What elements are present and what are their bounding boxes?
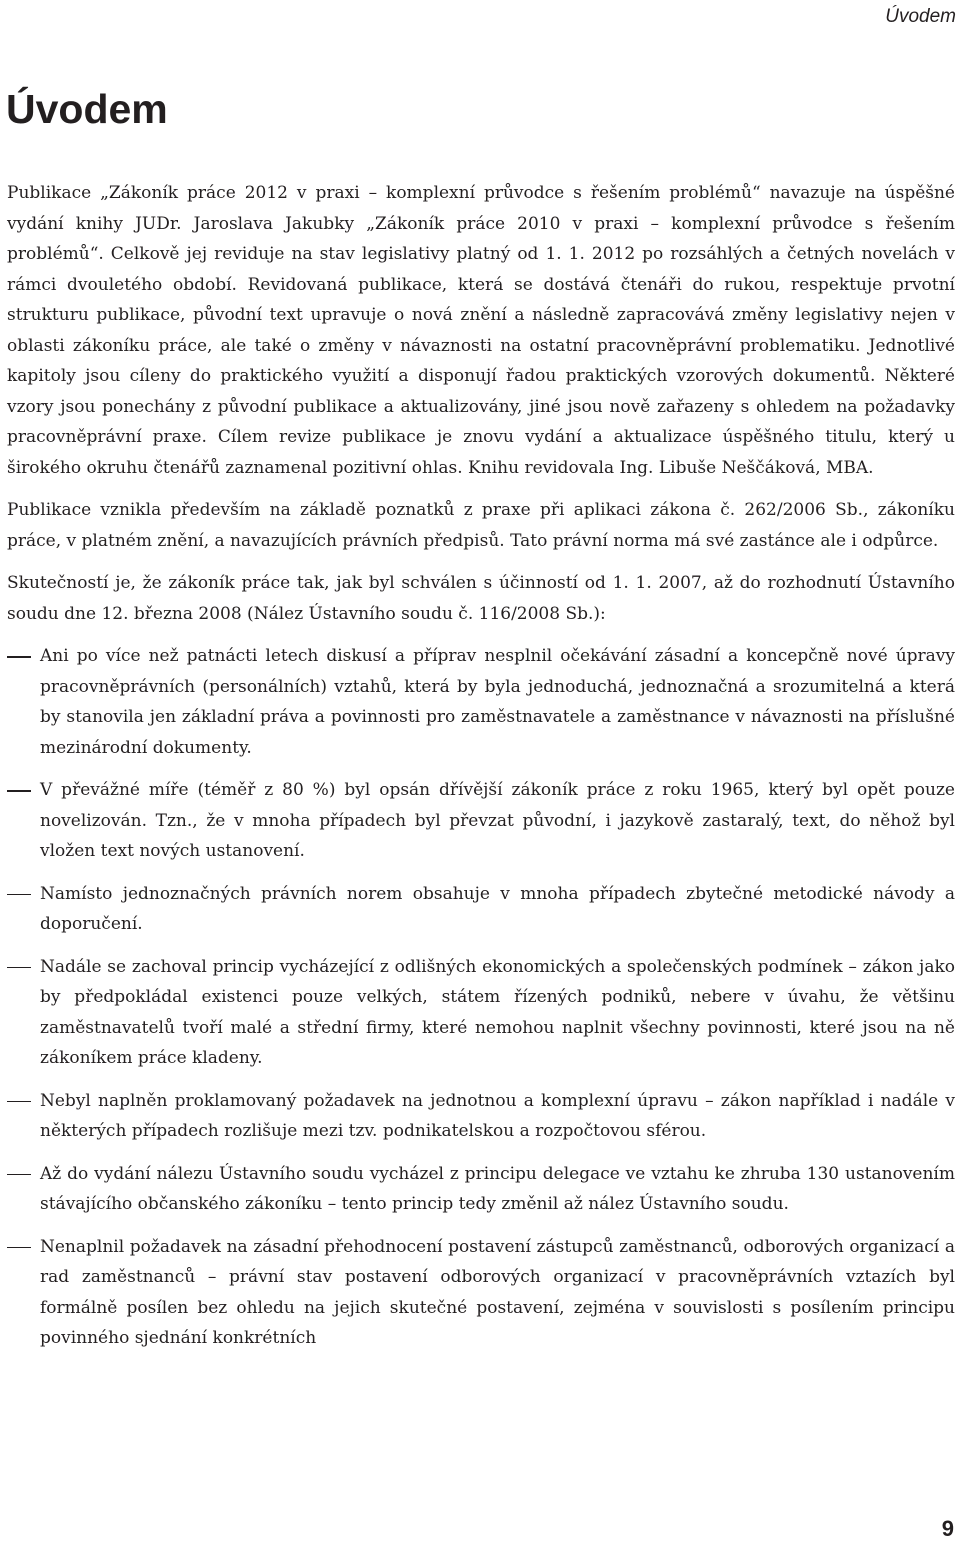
list-item-text: Ani po více než patnácti letech diskusí a příprav nesplnil očekávání zásadní a koncepčně nové úpravy pracovněprávních (personálních) vztahů, která by byla jednoduchá, jednoznačná a srozumitelná a která by stanovila jen základní práva a povinnosti pro zaměstnavatele a zaměstnance v návaznosti na příslušné mezinárodní dokumenty. xyxy=(40,646,955,758)
list-item xyxy=(7,879,955,940)
body-text xyxy=(7,178,955,1366)
list-item-text: V převážné míře (téměř z 80 %) byl opsán dřívější zákoník práce z roku 1965, který byl opět pouze novelizován. Tzn., že v mnoha případech byl převzat původní, i jazykově zastaralý, text, do něhož byl vložen text nových ustanovení. xyxy=(40,780,955,861)
list-item-text: Nenaplnil požadavek na zásadní přehodnocení postavení zástupců zaměstnanců, odborových organizací a rad zaměstnanců – právní stav postavení odborových organizací v pracovněprávních vztazích byl formálně posílen bez ohledu na jejich skutečné postavení, zejména v souvislosti s posílením principu povinného sjednání konkrétních xyxy=(40,1236,955,1348)
list-item xyxy=(7,1232,955,1354)
list-item-text: Namísto jednoznačných právních norem obsahuje v mnoha případech zbytečné metodické návody a doporučení. xyxy=(40,883,955,934)
page-title: Úvodem xyxy=(6,86,168,132)
list-item xyxy=(7,775,955,867)
list-item xyxy=(7,1159,955,1220)
criticism-list xyxy=(7,641,955,1354)
list-item-text: Nebyl naplněn proklamovaný požadavek na jednotnou a komplexní úpravu – zákon například i nadále v některých případech rozlišuje mezi tzv. podnikatelskou a rozpočtovou sférou. xyxy=(40,1090,955,1141)
intro-paragraph: Publikace „Zákoník práce 2012 v praxi – komplexní průvodce s řešením problémů“ navazuje na úspěšné vydání knihy JUDr. Jaroslava Jakubky „Zákoník práce 2010 v praxi – komplexní průvodce s řešením problémů“. Celkově jej reviduje na stav legislativy platný od 1. 1. 2012 po rozsáhlých a četných novelách v rámci dvouletého období. Revidovaná publikace, která se dostává čtenáři do rukou, respektuje prvotní strukturu publikace, původní text upravuje o nová znění a následně zapracovává změny legislativy nejen v oblasti zákoníku práce, ale také o změny v návaznosti na ostatní pracovněprávní problematiku. Jednotlivé kapitoly jsou cíleny do praktického využití a disponují řadou praktických vzorových dokumentů. Některé vzory jsou ponechány z původní publikace a aktualizovány, jiné jsou nově zařazeny s ohledem na požadavky pracovněprávní praxe. Cílem revize publikace je znovu vydání a aktualizace úspěšného titulu, který u širokého okruhu čtenářů zaznamenal pozitivní ohlas. Knihu revidovala Ing. Libuše Neščáková, MBA. xyxy=(7,183,955,478)
list-item xyxy=(7,641,955,763)
page-number: 9 xyxy=(941,1516,954,1541)
list-item xyxy=(7,1086,955,1147)
list-item xyxy=(7,952,955,1074)
list-item-text: Až do vydání nálezu Ústavního soudu vycházel z principu delegace ve vztahu ke zhruba 130 ustanovením stávajícího občanského zákoníku – tento princip tedy změnil až nález Ústavního soudu. xyxy=(40,1163,955,1214)
list-item-text: Nadále se zachoval princip vycházející z odlišných ekonomických a společenských podmínek – zákon jako by předpokládal existenci pouze velkých, státem řízených podniků, nebere v úvahu, že většinu zaměstnavatelů tvoří malé a střední firmy, které nemohou naplnit všechny povinnosti, které jsou na ně zákoníkem práce kladeny. xyxy=(40,956,955,1068)
running-header: Úvodem xyxy=(885,6,956,27)
fact-paragraph: Skutečností je, že zákoník práce tak, jak byl schválen s účinností od 1. 1. 2007, až do rozhodnutí Ústavního soudu dne 12. března 2008 (Nález Ústavního soudu č. 116/2008 Sb.): xyxy=(7,573,955,624)
origin-paragraph: Publikace vznikla především na základě poznatků z praxe při aplikaci zákona č. 262/2006 Sb., zákoníku práce, v platném znění, a navazujících právních předpisů. Tato právní norma má své zastánce ale i odpůrce. xyxy=(7,500,955,551)
